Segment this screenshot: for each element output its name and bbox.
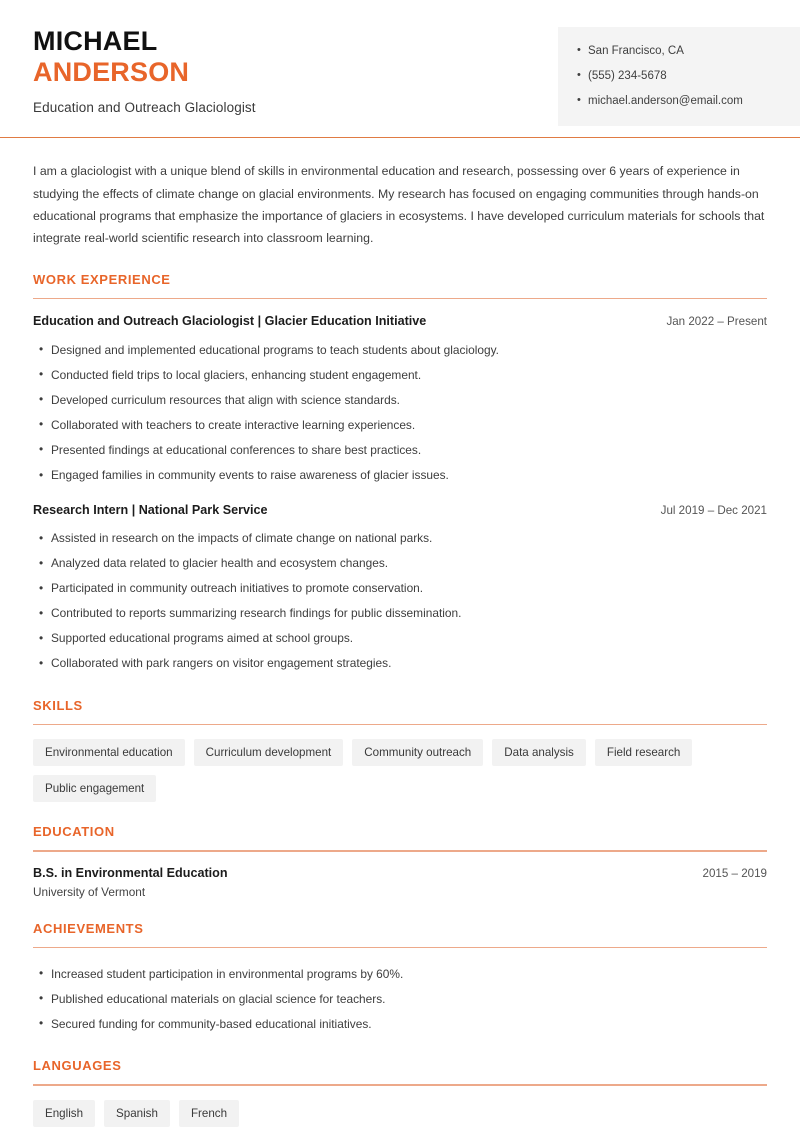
list-item: • Engaged families in community events to raise awareness of glacier issues. <box>51 463 767 488</box>
list-item: • Increased student participation in environmental programs by 60%. <box>51 961 767 986</box>
contact-phone[interactable]: • (555) 234-5678 <box>588 64 790 89</box>
professional-summary: I am a glaciologist with a unique blend of skills in environmental education and research, possessing over 6 years of experience in studying the effects of climate change on glacial environments. My research has focused on engaging communities through hands-on educational programs that emphasize the importance of glaciers in ecosystems. I have developed curriculum materials for schools that integrate real-world scientific research into classroom learning. <box>33 164 765 246</box>
job-date: Jan 2022 – Present <box>666 315 767 329</box>
skill-chip: Curriculum development <box>194 739 344 766</box>
skill-chip: Environmental education <box>33 739 185 766</box>
list-item: • Collaborated with park rangers on visitor engagement strategies. <box>51 651 767 676</box>
list-item: • Analyzed data related to glacier health and ecosystem changes. <box>51 551 767 576</box>
work-entry-header <box>33 314 767 328</box>
achievements-bullet-list <box>33 961 767 1036</box>
contact-location: • San Francisco, CA <box>588 39 790 64</box>
list-item: • Assisted in research on the impacts of climate change on national parks. <box>51 526 767 551</box>
skills-chip-list <box>33 739 767 802</box>
skill-chip: Data analysis <box>492 739 586 766</box>
list-item: • Contributed to reports summarizing research findings for public dissemination. <box>51 601 767 626</box>
first-name: MICHAEL <box>33 26 158 56</box>
language-chip: Spanish <box>104 1100 170 1127</box>
education-entry-header <box>33 866 767 880</box>
work-entry-header <box>33 503 767 517</box>
section-title-skills: SKILLS <box>33 697 83 713</box>
section-divider <box>33 724 767 725</box>
resume-body <box>0 160 800 1126</box>
last-name: ANDERSON <box>33 57 190 88</box>
list-item: • Collaborated with teachers to create interactive learning experiences. <box>51 412 767 437</box>
list-item: • Published educational materials on glacial science for teachers. <box>51 986 767 1011</box>
section-title-work: WORK EXPERIENCE <box>33 271 171 287</box>
work-entry <box>33 314 767 487</box>
list-item: • Secured funding for community-based educational initiatives. <box>51 1011 767 1036</box>
job-bullet-list <box>33 526 767 676</box>
languages-chip-list <box>33 1100 767 1127</box>
section-title-languages: LANGUAGES <box>33 1058 122 1074</box>
work-entry <box>33 503 767 676</box>
list-item: • Designed and implemented educational programs to teach students about glaciology. <box>51 337 767 362</box>
education-date: 2015 – 2019 <box>702 866 767 880</box>
contact-list <box>558 39 800 114</box>
list-item: • Participated in community outreach initiatives to promote conservation. <box>51 576 767 601</box>
header-divider <box>0 137 800 139</box>
section-achievements <box>33 921 767 1037</box>
language-chip: French <box>179 1100 239 1127</box>
section-languages <box>33 1058 767 1126</box>
skill-chip: Public engagement <box>33 775 156 802</box>
header-identity <box>0 22 256 115</box>
job-title: Education and Outreach Glaciologist | Glacier Education Initiative <box>33 314 427 329</box>
section-work-experience <box>33 272 767 676</box>
section-divider <box>33 850 767 851</box>
professional-headline: Education and Outreach Glaciologist <box>33 99 256 115</box>
degree-title: B.S. in Environmental Education <box>33 865 228 880</box>
section-divider <box>33 298 767 299</box>
section-education <box>33 824 767 898</box>
school-name: University of Vermont <box>33 884 146 899</box>
contact-email[interactable]: • michael.anderson@email.com <box>588 89 790 114</box>
list-item: • Supported educational programs aimed at school groups. <box>51 626 767 651</box>
skill-chip: Field research <box>595 739 692 766</box>
language-chip: English <box>33 1100 95 1127</box>
section-title-education: EDUCATION <box>33 824 115 840</box>
job-date: Jul 2019 – Dec 2021 <box>660 503 767 517</box>
list-item: • Developed curriculum resources that align with science standards. <box>51 387 767 412</box>
list-item: • Conducted field trips to local glaciers, enhancing student engagement. <box>51 362 767 387</box>
job-title: Research Intern | National Park Service <box>33 502 268 517</box>
skill-chip: Community outreach <box>352 739 483 766</box>
section-skills <box>33 698 767 802</box>
section-divider <box>33 1084 767 1085</box>
job-bullet-list <box>33 337 767 487</box>
contact-box <box>558 27 800 126</box>
resume-header <box>0 0 800 126</box>
section-title-achievements: ACHIEVEMENTS <box>33 920 144 936</box>
section-divider <box>33 947 767 948</box>
list-item: • Presented findings at educational conferences to share best practices. <box>51 437 767 462</box>
education-entry <box>33 866 767 899</box>
